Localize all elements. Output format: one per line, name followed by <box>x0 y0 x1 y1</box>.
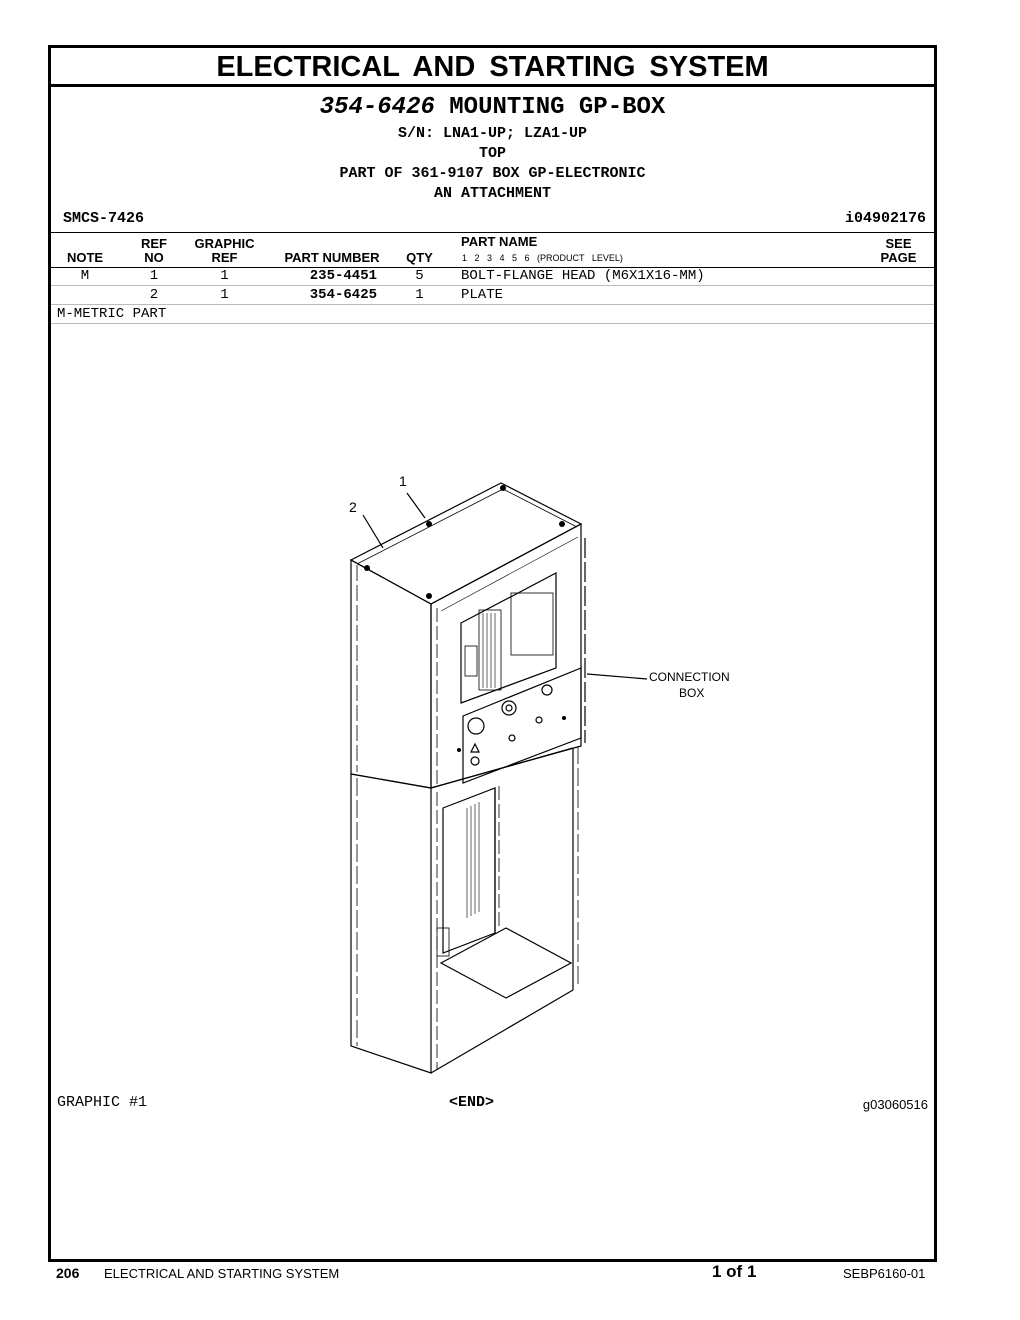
metric-legend: M-METRIC PART <box>57 306 167 322</box>
row1-graphic-ref: 1 <box>220 268 229 284</box>
graphic-id: g03060516 <box>862 1097 928 1112</box>
page-number: 206 <box>56 1265 80 1281</box>
row1-part-number[interactable]: 235-4451 <box>309 268 377 284</box>
col-see-page-2: PAGE <box>880 250 917 265</box>
row2-part-name: PLATE <box>461 287 504 303</box>
connection-label-1: CONNECTION <box>649 670 730 684</box>
callout-1-leader <box>407 493 425 518</box>
connection-label-2: BOX <box>679 686 705 700</box>
section-title: ELECTRICAL AND STARTING SYSTEM <box>51 48 934 87</box>
row1-ref-no: 1 <box>149 268 159 284</box>
attachment-label: AN ATTACHMENT <box>433 185 552 202</box>
row2-part-number[interactable]: 354-6425 <box>309 287 377 303</box>
footer-section: ELECTRICAL AND STARTING SYSTEM <box>104 1266 340 1281</box>
col-graphic-ref-1: GRAPHIC <box>194 236 255 251</box>
connection-box-leader <box>587 674 647 679</box>
illustration-id: i04902176 <box>844 210 926 227</box>
row1-note: M <box>80 268 90 284</box>
col-note: NOTE <box>66 250 104 265</box>
col-graphic-ref-2: REF <box>211 250 238 265</box>
graphic-label: GRAPHIC #1 <box>57 1094 148 1111</box>
callout-1: 1 <box>399 473 407 489</box>
col-product-levels: 1 2 3 4 5 6 (PRODUCT LEVEL) <box>462 253 623 263</box>
row1-part-name: BOLT-FLANGE HEAD (M6X1X16-MM) <box>461 268 705 284</box>
col-ref-no-2: NO <box>144 250 164 265</box>
row2-ref-no: 2 <box>149 287 159 303</box>
group-number: 354-6426 <box>319 94 435 121</box>
page-frame <box>48 45 937 1262</box>
col-part-number: PART NUMBER <box>284 250 380 265</box>
connection-box-drawing <box>51 48 934 1259</box>
group-name: MOUNTING GP-BOX <box>449 94 666 121</box>
callout-2-leader <box>363 515 383 548</box>
control-plate <box>463 668 581 783</box>
row2-graphic-ref: 1 <box>220 287 229 303</box>
box-front-face <box>431 524 581 788</box>
callout-2: 2 <box>349 499 357 515</box>
page-of: 1 of 1 <box>712 1262 757 1281</box>
smcs-code: SMCS-7426 <box>63 210 145 227</box>
position-label: TOP <box>478 145 506 162</box>
end-marker: <END> <box>449 1094 495 1111</box>
doc-id: SEBP6160-01 <box>843 1266 926 1281</box>
row1-qty: 5 <box>415 268 424 284</box>
box-left-face <box>351 560 431 788</box>
col-qty: QTY <box>406 250 433 265</box>
col-see-page-1: SEE <box>885 236 912 251</box>
row2-qty: 1 <box>415 287 424 303</box>
part-of-label: PART OF 361-9107 BOX GP-ELECTRONIC <box>339 165 646 182</box>
stand-left-face <box>351 774 431 1073</box>
col-ref-no-1: REF <box>141 236 167 251</box>
col-part-name: PART NAME <box>461 234 538 249</box>
stand-bottom-tray <box>441 928 571 998</box>
serial-range: S/N: LNA1-UP; LZA1-UP <box>397 125 588 142</box>
